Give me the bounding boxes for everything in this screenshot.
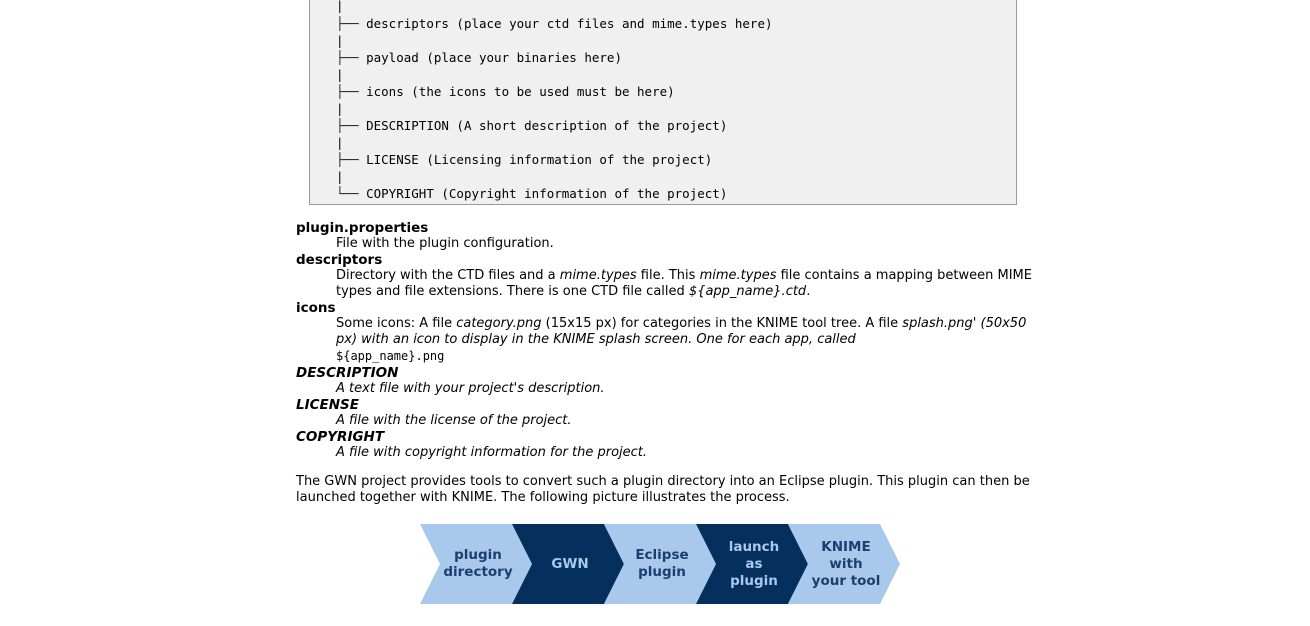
- tree-item-text: descriptors (place your ctd files and mime.types here): [366, 16, 773, 31]
- desc-description: A text file with your project's description.: [336, 381, 605, 396]
- term-copyright: COPYRIGHT: [296, 429, 385, 445]
- text: .: [806, 284, 811, 299]
- filename-mime-types: mime.types: [559, 268, 637, 283]
- term-icons: icons: [296, 300, 336, 316]
- tree-pipe: |: [336, 101, 344, 116]
- main-content: [296, 220, 1036, 506]
- tree-pipe: |: [336, 33, 344, 48]
- tree-item-text: DESCRIPTION (A short description of the project): [366, 118, 728, 133]
- tree-item-text: COPYRIGHT (Copyright information of the project): [366, 186, 728, 201]
- desc-plugin-properties: File with the plugin configuration.: [336, 236, 554, 251]
- text: file contains a mapping between MIME types and file extensions. There is one CTD file called: [336, 268, 1032, 299]
- process-step-label: Eclipse plugin: [635, 547, 689, 580]
- tree-item-icons: [336, 83, 675, 100]
- intro-paragraph: The GWN project provides tools to convert such a plugin directory into an Eclipse plugin. This plugin can then be launched together with KNIME. The following picture illustrates the process.: [296, 474, 1030, 505]
- text: (15x15 px) for categories in the KNIME tool tree. A file: [541, 316, 903, 331]
- filename-ctd: ${app_name}.ctd: [688, 284, 807, 299]
- directory-tree-box: [309, 0, 1017, 205]
- tree-branch: ├──: [336, 118, 359, 133]
- text: Some icons: A file: [336, 316, 457, 331]
- filename-mime-types: mime.types: [699, 268, 777, 283]
- term-description: DESCRIPTION: [296, 365, 399, 381]
- filename-app-png: ${app_name}.png: [336, 349, 445, 363]
- tree-item-copyright: [336, 185, 727, 202]
- tree-item-text: LICENSE (Licensing information of the project): [366, 152, 713, 167]
- tree-pipe: |: [336, 67, 344, 82]
- process-step-label: launch as plugin: [728, 538, 780, 589]
- text: Directory with the CTD files and a: [336, 268, 560, 283]
- filename-splash-png: splash.png' (50x50 px) with an icon to display in the KNIME splash screen. One for each app, called: [336, 316, 1027, 347]
- tree-item-text: icons (the icons to be used must be here): [366, 84, 675, 99]
- desc-license: A file with the license of the project.: [336, 413, 572, 428]
- tree-branch: ├──: [336, 50, 359, 65]
- filename-category-png: category.png: [456, 316, 542, 331]
- term-descriptors: descriptors: [296, 252, 383, 268]
- tree-branch: └──: [336, 186, 359, 201]
- tree-pipe: |: [336, 135, 344, 150]
- definition-list: [296, 220, 1036, 461]
- text: file. This: [636, 268, 700, 283]
- process-step-label: plugin directory: [443, 547, 513, 580]
- process-step-label: KNIME with your tool: [811, 538, 881, 589]
- desc-copyright: A file with copyright information for the project.: [336, 445, 648, 460]
- tree-branch: ├──: [336, 16, 359, 31]
- tree-item-description: [336, 117, 727, 134]
- term-license: LICENSE: [296, 397, 359, 413]
- tree-item-text: payload (place your binaries here): [366, 50, 622, 65]
- desc-icons: [336, 316, 1036, 365]
- term-plugin-properties: plugin.properties: [296, 220, 429, 236]
- tree-branch: ├──: [336, 84, 359, 99]
- tree-branch: ├──: [336, 152, 359, 167]
- tree-item-descriptors: [336, 15, 773, 32]
- tree-item-license: [336, 151, 712, 168]
- tree-pipe: |: [336, 169, 344, 184]
- desc-descriptors: [336, 268, 1036, 300]
- tree-item-payload: [336, 49, 622, 66]
- tree-pipe: |: [336, 0, 344, 13]
- process-step-label: GWN: [551, 555, 589, 572]
- process-diagram: [420, 524, 910, 604]
